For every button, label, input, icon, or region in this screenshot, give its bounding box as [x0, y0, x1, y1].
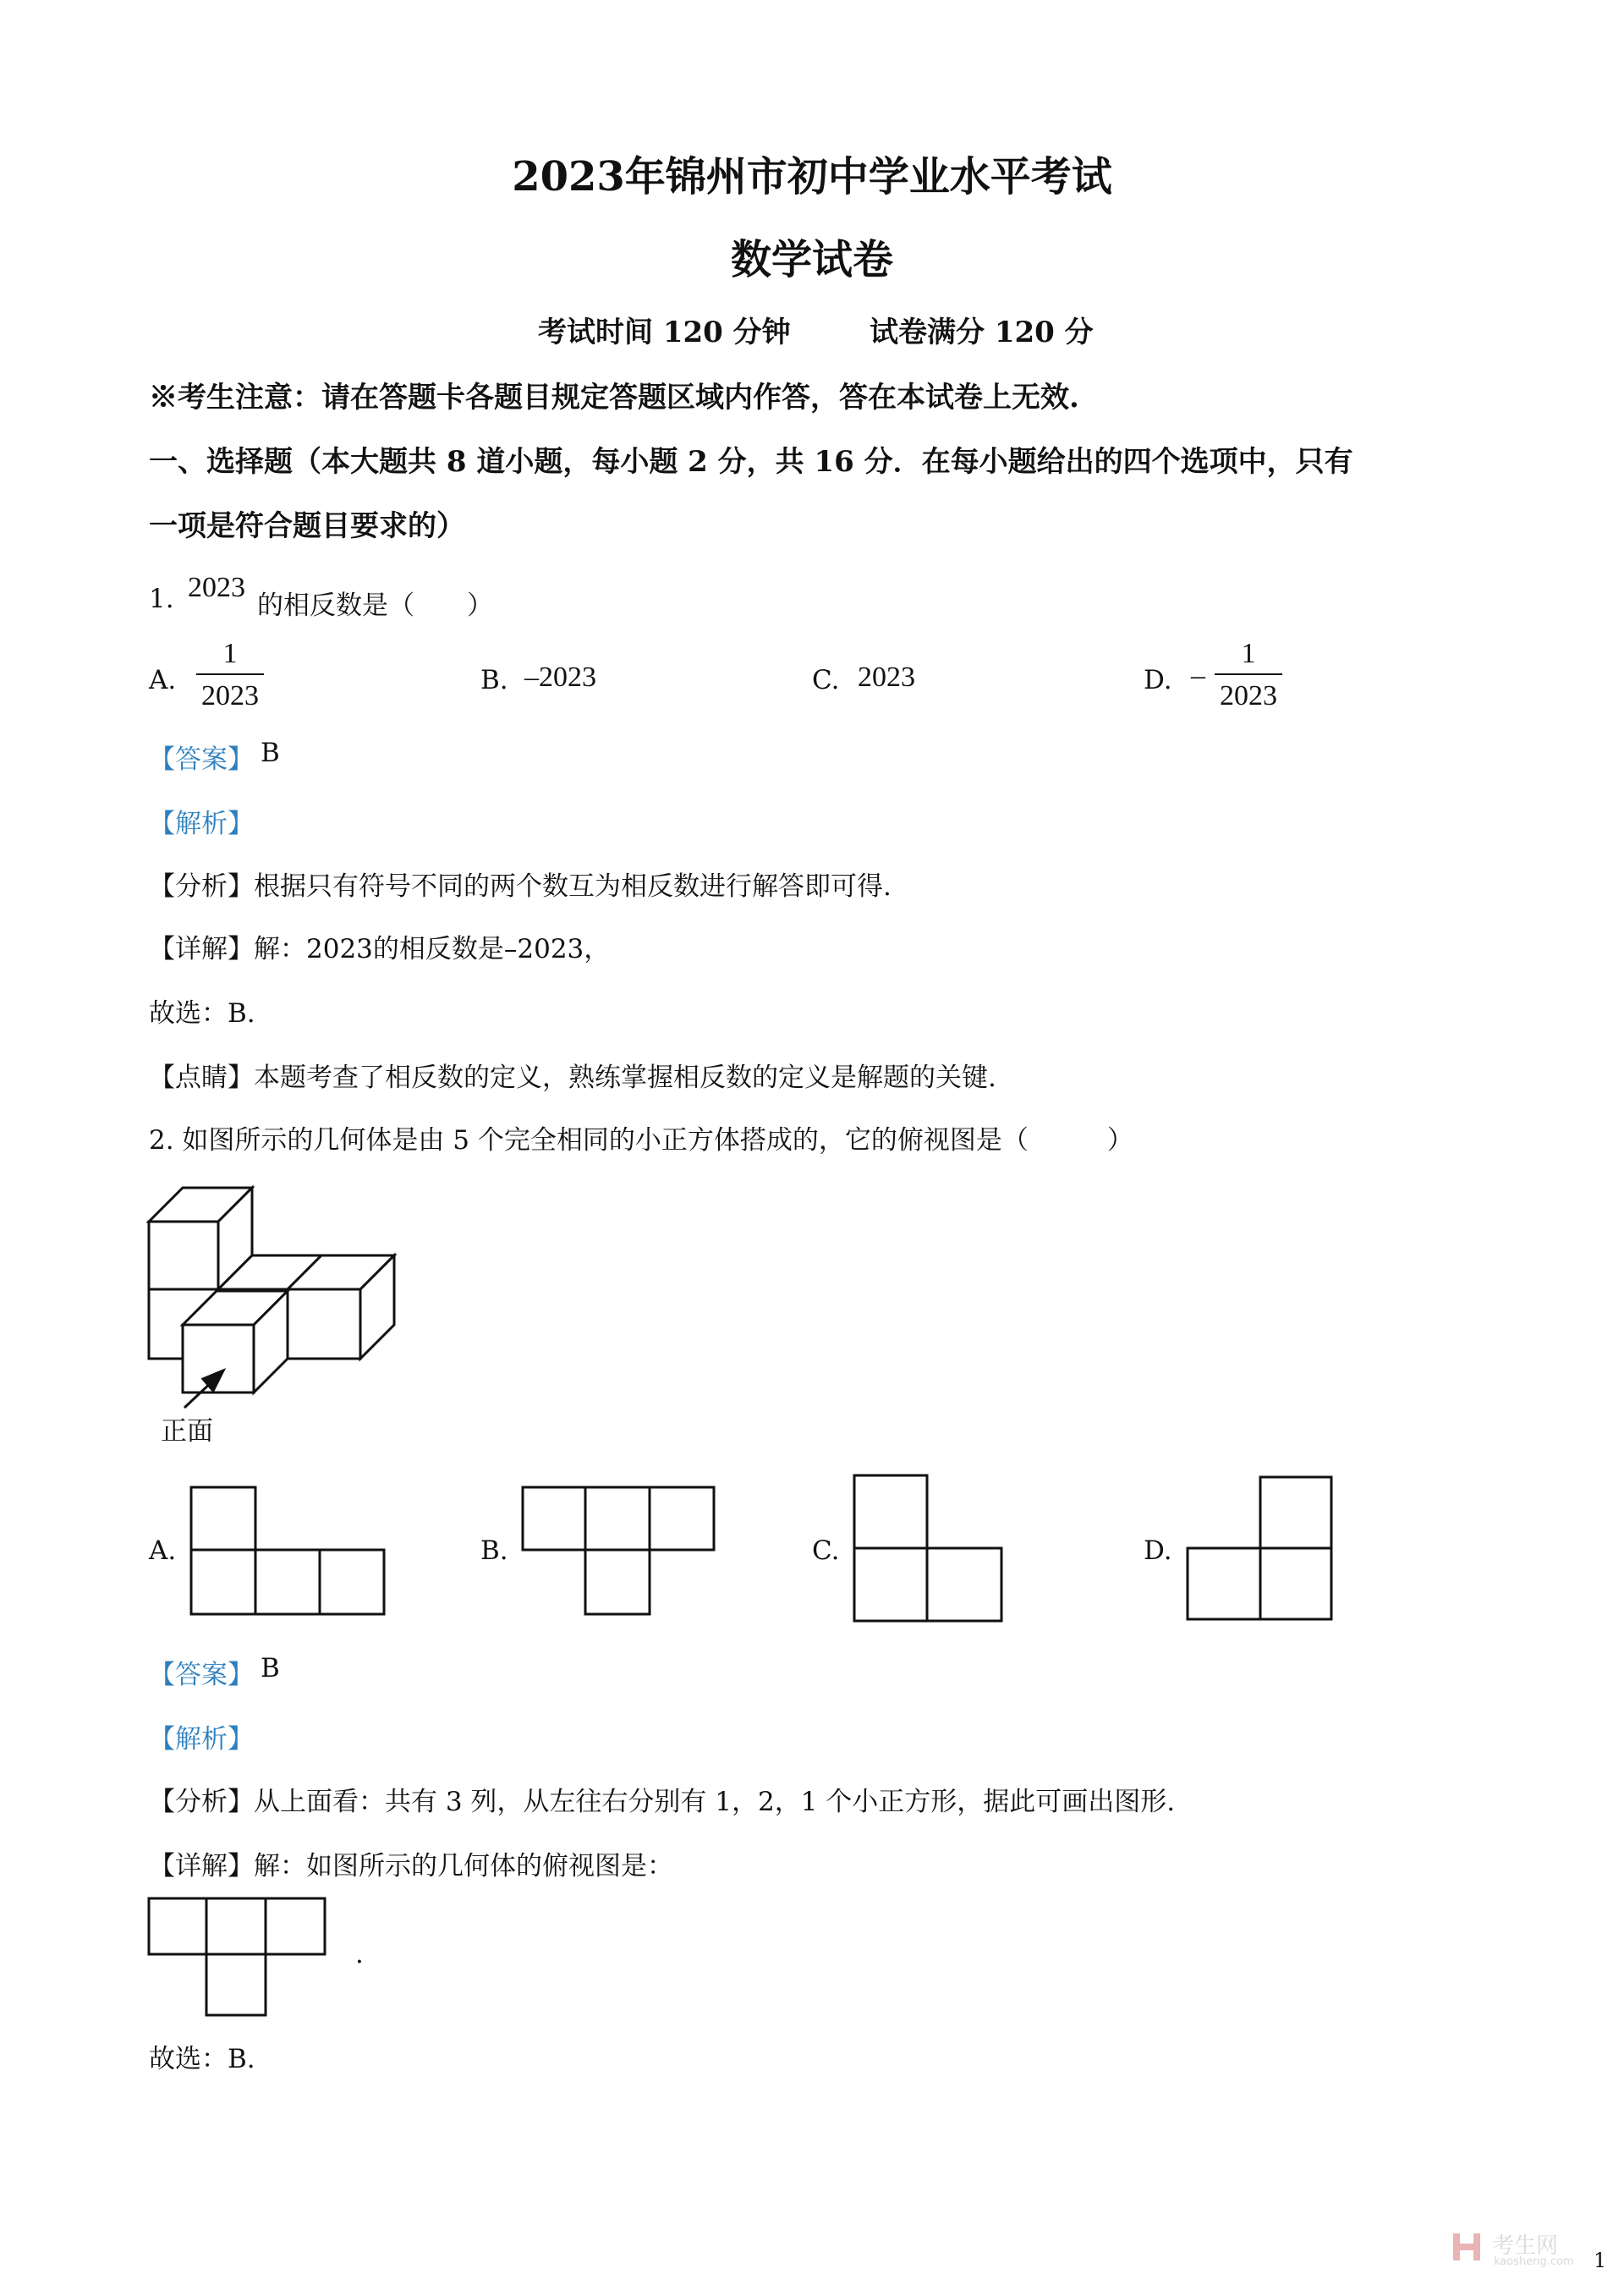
exam-time: 考试时间 120 分钟	[538, 316, 791, 349]
q2-option-b-label: B.	[480, 1535, 508, 1566]
q1-option-c-text: 2023	[858, 662, 915, 693]
q2-option-d-figure	[1182, 1472, 1352, 1633]
section-heading-line1: 一、选择题（本大题共 8 道小题，每小题 2 分，共 16 分．在每小题给出的四个选项中，只有	[149, 445, 1353, 479]
q2-option-a-label: A.	[149, 1535, 177, 1566]
q1-option-c-label: C.	[812, 665, 840, 695]
q2-option-b-figure	[518, 1484, 721, 1619]
q1-answer-tag: 【答案】	[149, 744, 254, 775]
q2-option-c-label: C.	[812, 1535, 840, 1566]
q1-xiangjie: 【详解】解：2023的相反数是–2023，	[149, 934, 611, 964]
q1-option-b-text: –2023	[524, 662, 596, 693]
q2-option-a-figure	[186, 1484, 389, 1619]
q2-front-label: 正面	[161, 1416, 213, 1447]
q1-guxuan: 故选：B.	[149, 998, 255, 1029]
q1-option-a-numerator: 1	[222, 638, 238, 669]
exam-title: 2023年锦州市初中学业水平考试	[512, 153, 1112, 200]
full-score: 试卷满分 120 分	[870, 316, 1094, 349]
q2-analysis-tag: 【解析】	[149, 1724, 254, 1755]
q2-option-c-figure	[849, 1470, 1018, 1631]
q1-option-d-fraction	[1215, 640, 1282, 711]
q1-stem-value: 2023	[188, 572, 245, 603]
watermark-url: kaosheng.com	[1494, 2255, 1574, 2268]
q1-option-d-sign: –	[1191, 660, 1205, 691]
q1-number: 1.	[149, 584, 174, 614]
q1-option-a-label: A.	[149, 665, 177, 695]
q2-stem: 2. 如图所示的几何体是由 5 个完全相同的小正方体搭成的，它的俯视图是（ ）	[149, 1125, 1133, 1156]
q1-option-a-denominator: 2023	[201, 680, 259, 711]
page-number: 1	[1594, 2249, 1607, 2272]
q1-option-d-label: D.	[1144, 665, 1172, 695]
q1-option-b-label: B.	[480, 665, 508, 695]
section-heading-line2: 一项是符合题目要求的）	[149, 509, 465, 543]
q2-fenxi: 【分析】从上面看：共有 3 列，从左往右分别有 1，2，1 个小正方形，据此可画出图形.	[149, 1787, 1176, 1817]
q1-dianjing: 【点睛】本题考查了相反数的定义，熟练掌握相反数的定义是解题的关键.	[149, 1063, 996, 1093]
paper-subtitle: 数学试卷	[730, 236, 893, 283]
watermark-logo-icon	[1451, 2230, 1485, 2264]
q2-solution-period: .	[355, 1939, 364, 1969]
q2-answer-tag: 【答案】	[149, 1660, 254, 1690]
q1-option-d-denominator: 2023	[1220, 680, 1277, 711]
q1-analysis-tag: 【解析】	[149, 809, 254, 839]
q2-answer: B	[261, 1653, 280, 1684]
q2-guxuan: 故选：B.	[149, 2044, 255, 2074]
q1-answer: B	[261, 738, 280, 768]
q2-xiangjie: 【详解】解：如图所示的几何体的俯视图是：	[149, 1851, 673, 1881]
q2-solution-figure	[144, 1893, 330, 2029]
candidate-notice: ※考生注意：请在答题卡各题目规定答题区域内作答，答在本试卷上无效.	[149, 381, 1079, 415]
q1-option-d-numerator: 1	[1241, 638, 1256, 669]
q2-option-d-label: D.	[1144, 1535, 1172, 1566]
watermark-text: 考生网	[1492, 2233, 1559, 2259]
q1-fenxi: 【分析】根据只有符号不同的两个数互为相反数进行解答即可得.	[149, 871, 892, 902]
q1-stem-text: 的相反数是（ ）	[257, 590, 493, 621]
q1-option-a-fraction	[196, 640, 264, 711]
